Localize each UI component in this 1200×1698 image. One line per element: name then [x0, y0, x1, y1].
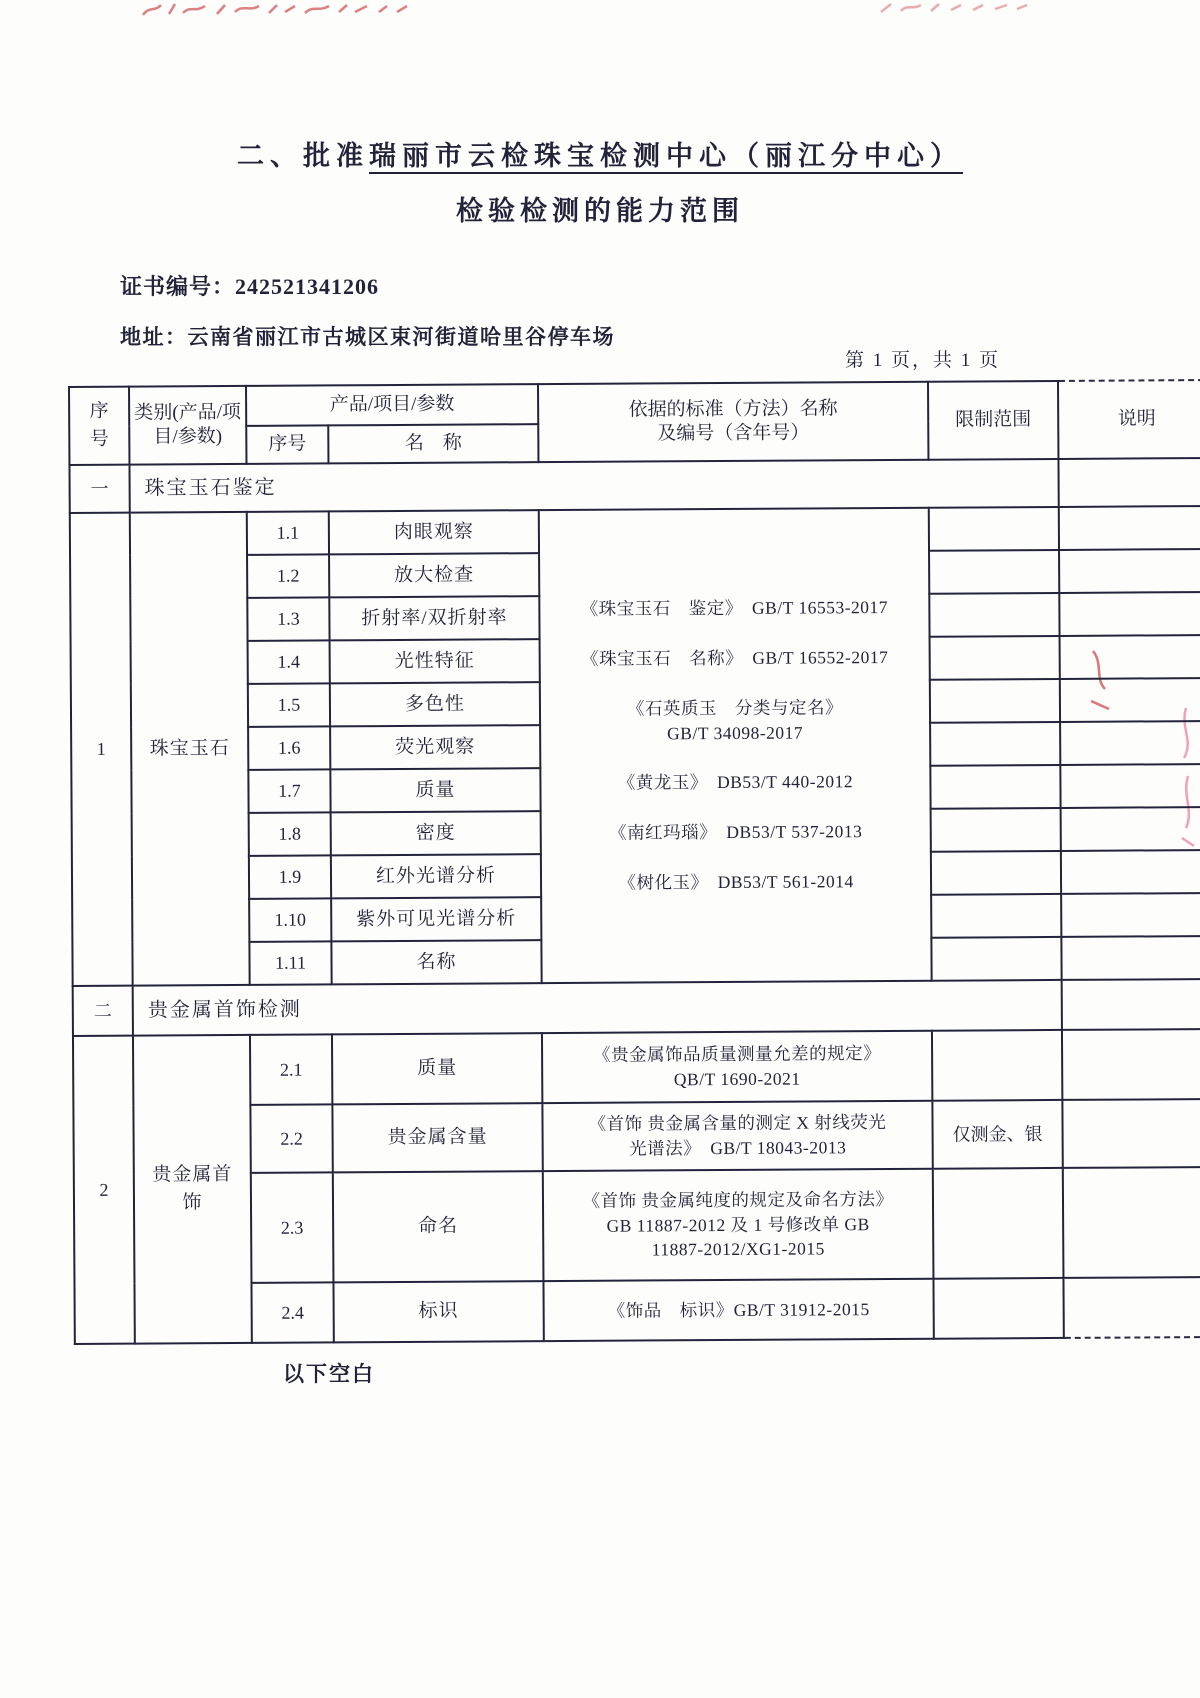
- param-name-cell: 紫外可见光谱分析: [331, 897, 541, 941]
- note-cell: [1061, 936, 1200, 980]
- note-cell: [1062, 1029, 1200, 1100]
- document-title-block: [0, 134, 1200, 228]
- note-cell: [1061, 850, 1200, 894]
- capability-table: [68, 379, 1200, 1345]
- col-header-seq: [69, 387, 129, 465]
- col-header-category: 类别(产品/项目/参数): [129, 386, 246, 465]
- limit-cell: [930, 722, 1060, 766]
- param-name-cell: 名称: [331, 940, 541, 984]
- section-seq-cell: 二: [73, 986, 133, 1036]
- limit-cell: [933, 1168, 1064, 1279]
- page-indicator: 第 1 页，共 1 页: [845, 350, 1001, 371]
- sub-seq-cell: 1.7: [248, 769, 330, 813]
- param-name-cell: 折射率/双折射率: [329, 596, 539, 640]
- col-header-limit: 限制范围: [928, 381, 1058, 460]
- col-header-standard: 依据的标准（方法）名称 及编号（含年号）: [538, 382, 928, 462]
- note-cell: [1061, 893, 1200, 937]
- limit-cell: [929, 507, 1059, 551]
- note-cell: [1058, 458, 1200, 507]
- limit-cell: [930, 765, 1060, 809]
- param-name-cell: 红外光谱分析: [331, 854, 541, 898]
- param-name-cell: 光性特征: [330, 639, 540, 683]
- title-organization: 瑞丽市云检珠宝检测中心（丽江分中心）: [369, 141, 963, 171]
- page-title: [0, 134, 1200, 173]
- title-prefix: 二、批准: [237, 141, 369, 171]
- limit-cell: [929, 593, 1059, 637]
- limit-cell: [931, 808, 1061, 852]
- red-scribble-top-right-icon: [875, 0, 1055, 16]
- item-category-label: 贵金属首饰: [152, 1163, 233, 1214]
- below-blank-note: 以下空白: [283, 1362, 375, 1386]
- limit-cell: [932, 1030, 1062, 1101]
- sub-seq-cell: 2.1: [250, 1034, 332, 1104]
- param-name-cell: 贵金属含量: [332, 1103, 542, 1172]
- address-line: [120, 321, 615, 351]
- param-name-cell: 质量: [332, 1033, 542, 1104]
- certificate-number-line: [120, 270, 379, 301]
- sub-seq-cell: 1.2: [247, 554, 329, 598]
- section-title-cell: 贵金属首饰检测: [133, 980, 1062, 1036]
- param-name-cell: 密度: [331, 811, 541, 855]
- param-name-cell: 荧光观察: [330, 725, 540, 769]
- note-cell: [1059, 506, 1200, 550]
- note-cell: [1062, 979, 1200, 1030]
- note-cell: [1060, 721, 1200, 765]
- standards-cell: 《珠宝玉石 鉴定》 GB/T 16553-2017 《珠宝玉石 名称》 GB/T 16552-2017 《石英质玉 分类与定名》 GB/T 34098-2017 《黄龙玉》 DB53/T 440-2012 《南红玛瑙》 DB53/T 537-2013 《树化玉》 DB53/T 561-2014: [539, 508, 932, 983]
- sub-seq-cell: 2.4: [251, 1282, 333, 1342]
- sub-seq-cell: 1.4: [248, 640, 330, 684]
- param-name-cell: 肉眼观察: [329, 510, 539, 554]
- limit-cell: [931, 894, 1061, 938]
- limit-cell: [931, 937, 1061, 981]
- address-value: 云南省丽江市古城区束河街道哈里谷停车场: [187, 325, 615, 349]
- page-subtitle: 检验检测的能力范围: [456, 196, 744, 226]
- standards-cell: 《首饰 贵金属含量的测定 X 射线荧光 光谱法》 GB/T 18043-2013: [542, 1101, 932, 1171]
- item-category-cell: [133, 1035, 252, 1344]
- param-name-cell: 多色性: [330, 682, 540, 726]
- sub-seq-cell: 1.8: [249, 812, 331, 856]
- note-cell: [1062, 1099, 1200, 1168]
- note-cell: [1063, 1167, 1200, 1278]
- limit-cell: 仅测金、银: [932, 1100, 1062, 1169]
- limit-cell: [933, 1278, 1063, 1339]
- sub-seq-cell: 1.1: [247, 511, 329, 555]
- note-cell: [1061, 807, 1200, 851]
- col-header-note: 说明: [1058, 380, 1200, 459]
- note-cell: [1063, 1277, 1200, 1338]
- limit-cell: [930, 679, 1060, 723]
- sub-seq-cell: 2.3: [251, 1172, 334, 1282]
- col-header-product: 产品/项目/参数: [246, 384, 538, 426]
- col-header-seq-label: 序号: [89, 400, 109, 450]
- col-header-sub-seq: 序号: [246, 425, 328, 464]
- col-header-name: 名 称: [328, 424, 538, 463]
- standards-cell: 《贵金属饰品质量测量允差的规定》 QB/T 1690-2021: [542, 1031, 932, 1103]
- limit-cell: [930, 636, 1060, 680]
- item-seq-cell: 2: [73, 1036, 135, 1344]
- sub-seq-cell: 1.11: [249, 941, 331, 985]
- standards-cell: 《首饰 贵金属纯度的规定及命名方法》 GB 11887-2012 及 1 号修改单 GB 11887-2012/XG1-2015: [543, 1169, 934, 1281]
- param-name-cell: 放大检查: [329, 553, 539, 597]
- note-cell: [1059, 592, 1200, 636]
- sub-seq-cell: 1.6: [248, 726, 330, 770]
- certificate-number-label: 证书编号：: [120, 274, 236, 299]
- limit-cell: [929, 550, 1059, 594]
- section-seq-cell: 一: [69, 465, 129, 513]
- limit-cell: [931, 851, 1061, 895]
- standards-cell: 《饰品 标识》GB/T 31912-2015: [543, 1279, 933, 1341]
- address-label: 地址：: [120, 325, 188, 349]
- note-cell: [1060, 764, 1200, 808]
- sub-seq-cell: 1.10: [249, 898, 331, 942]
- note-cell: [1060, 678, 1200, 722]
- sub-seq-cell: 1.3: [247, 597, 329, 641]
- note-cell: [1059, 549, 1200, 593]
- sub-seq-cell: 1.9: [249, 855, 331, 899]
- capability-table-wrapper: [68, 379, 1200, 1345]
- section-title-cell: 珠宝玉石鉴定: [129, 459, 1058, 513]
- certificate-number-value: 242521341206: [235, 274, 380, 299]
- param-name-cell: 命名: [333, 1171, 544, 1282]
- sub-seq-cell: 1.5: [248, 683, 330, 727]
- item-category-cell: 珠宝玉石: [130, 512, 250, 986]
- param-name-cell: 质量: [330, 768, 540, 812]
- item-seq-cell: 1: [70, 513, 133, 986]
- param-name-cell: 标识: [333, 1281, 543, 1342]
- sub-seq-cell: 2.2: [250, 1104, 332, 1172]
- note-cell: [1060, 635, 1200, 679]
- red-scribble-top-left-icon: [135, 0, 425, 20]
